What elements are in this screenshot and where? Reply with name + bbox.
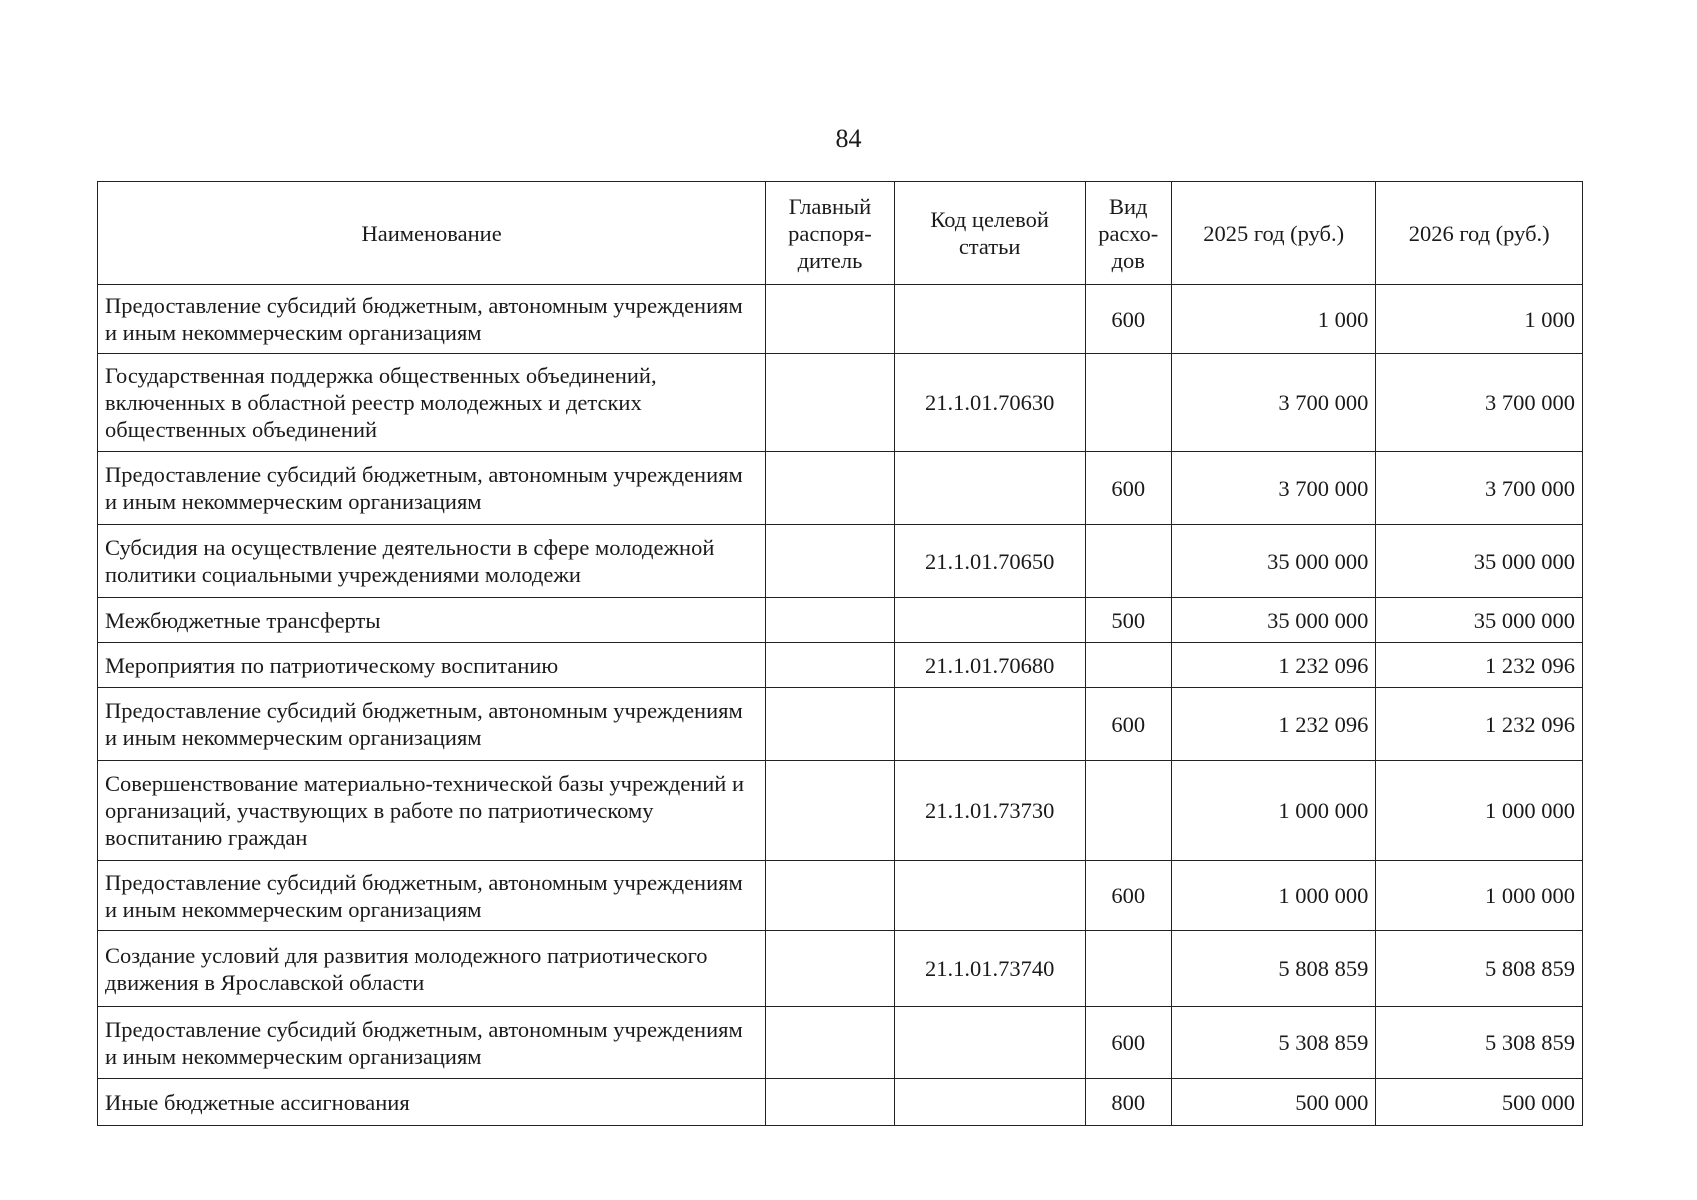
header-code: Код целевой статьи [894, 182, 1085, 285]
cell-manager [766, 285, 895, 354]
page-number: 84 [835, 124, 862, 153]
cell-2026: 5 808 859 [1376, 931, 1583, 1007]
cell-2025: 1 232 096 [1171, 688, 1375, 761]
cell-manager [766, 643, 895, 688]
cell-code [894, 688, 1085, 761]
cell-2026: 3 700 000 [1376, 452, 1583, 525]
table-row [98, 1007, 1583, 1079]
cell-2025: 500 000 [1171, 1079, 1375, 1126]
header-2026: 2026 год (руб.) [1376, 182, 1583, 285]
table-row [98, 861, 1583, 931]
cell-kind [1085, 643, 1171, 688]
cell-kind [1085, 354, 1171, 452]
cell-2026: 3 700 000 [1376, 354, 1583, 452]
cell-kind: 600 [1085, 452, 1171, 525]
table-row [98, 598, 1583, 643]
cell-name: Мероприятия по патриотическому воспитанию [98, 643, 766, 688]
cell-manager [766, 861, 895, 931]
table-header [98, 182, 1583, 285]
cell-manager [766, 598, 895, 643]
table-row [98, 931, 1583, 1007]
cell-name: Создание условий для развития молодежного патриотического движения в Ярославской области [98, 931, 766, 1007]
table-row [98, 761, 1583, 861]
cell-2025: 5 308 859 [1171, 1007, 1375, 1079]
header-kind: Вид расхо-дов [1085, 182, 1171, 285]
table-row [98, 688, 1583, 761]
cell-kind: 500 [1085, 598, 1171, 643]
cell-name: Предоставление субсидий бюджетным, автономным учреждениям и иным некоммерческим организациям [98, 861, 766, 931]
cell-name: Иные бюджетные ассигнования [98, 1079, 766, 1126]
table-row [98, 643, 1583, 688]
cell-code [894, 285, 1085, 354]
cell-2026: 1 232 096 [1376, 643, 1583, 688]
cell-kind: 800 [1085, 1079, 1171, 1126]
cell-manager [766, 688, 895, 761]
cell-kind [1085, 931, 1171, 1007]
table-row [98, 452, 1583, 525]
cell-kind: 600 [1085, 1007, 1171, 1079]
table-row [98, 354, 1583, 452]
cell-2026: 1 000 000 [1376, 861, 1583, 931]
cell-kind [1085, 761, 1171, 861]
cell-name: Предоставление субсидий бюджетным, автономным учреждениям и иным некоммерческим организациям [98, 1007, 766, 1079]
cell-name: Предоставление субсидий бюджетным, автономным учреждениям и иным некоммерческим организациям [98, 285, 766, 354]
cell-2025: 3 700 000 [1171, 452, 1375, 525]
header-manager: Главный распоря-дитель [766, 182, 895, 285]
cell-2026: 35 000 000 [1376, 525, 1583, 598]
cell-kind: 600 [1085, 861, 1171, 931]
cell-2025: 1 232 096 [1171, 643, 1375, 688]
header-name: Наименование [98, 182, 766, 285]
cell-manager [766, 761, 895, 861]
cell-2025: 35 000 000 [1171, 598, 1375, 643]
cell-2026: 35 000 000 [1376, 598, 1583, 643]
cell-manager [766, 354, 895, 452]
cell-2025: 1 000 [1171, 285, 1375, 354]
cell-2026: 5 308 859 [1376, 1007, 1583, 1079]
cell-2025: 1 000 000 [1171, 761, 1375, 861]
cell-code [894, 452, 1085, 525]
table-row [98, 1079, 1583, 1126]
header-row [98, 182, 1583, 285]
cell-2025: 35 000 000 [1171, 525, 1375, 598]
cell-code: 21.1.01.73740 [894, 931, 1085, 1007]
cell-name: Предоставление субсидий бюджетным, автономным учреждениям и иным некоммерческим организациям [98, 452, 766, 525]
cell-code [894, 1079, 1085, 1126]
cell-name: Совершенствование материально-технической базы учреждений и организаций, участвующих в работе по патриотическому воспитанию граждан [98, 761, 766, 861]
cell-name: Межбюджетные трансферты [98, 598, 766, 643]
cell-2026: 1 000 [1376, 285, 1583, 354]
cell-manager [766, 1079, 895, 1126]
cell-code: 21.1.01.70650 [894, 525, 1085, 598]
cell-code [894, 1007, 1085, 1079]
cell-2025: 1 000 000 [1171, 861, 1375, 931]
cell-manager [766, 1007, 895, 1079]
cell-2026: 500 000 [1376, 1079, 1583, 1126]
table-row [98, 285, 1583, 354]
cell-2025: 5 808 859 [1171, 931, 1375, 1007]
cell-manager [766, 525, 895, 598]
cell-manager [766, 931, 895, 1007]
cell-kind: 600 [1085, 285, 1171, 354]
cell-manager [766, 452, 895, 525]
cell-name: Субсидия на осуществление деятельности в сфере молодежной политики социальными учреждениями молодежи [98, 525, 766, 598]
cell-name: Государственная поддержка общественных объединений, включенных в областной реестр молодежных и детских общественных объединений [98, 354, 766, 452]
cell-code: 21.1.01.70630 [894, 354, 1085, 452]
table-row [98, 525, 1583, 598]
cell-code: 21.1.01.73730 [894, 761, 1085, 861]
header-2025: 2025 год (руб.) [1171, 182, 1375, 285]
cell-name: Предоставление субсидий бюджетным, автономным учреждениям и иным некоммерческим организациям [98, 688, 766, 761]
cell-2026: 1 000 000 [1376, 761, 1583, 861]
cell-kind: 600 [1085, 688, 1171, 761]
cell-code [894, 861, 1085, 931]
cell-2025: 3 700 000 [1171, 354, 1375, 452]
cell-kind [1085, 525, 1171, 598]
cell-code: 21.1.01.70680 [894, 643, 1085, 688]
cell-2026: 1 232 096 [1376, 688, 1583, 761]
table-body [98, 285, 1583, 1126]
budget-table [97, 181, 1583, 1126]
cell-code [894, 598, 1085, 643]
